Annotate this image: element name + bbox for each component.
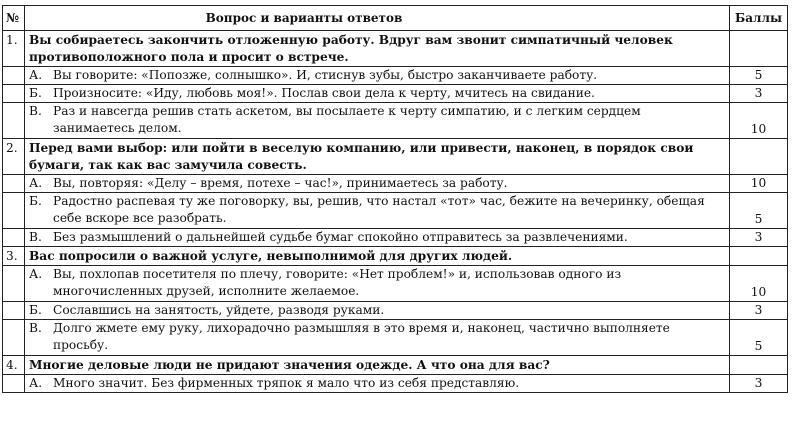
- answer-num-empty: [3, 193, 25, 229]
- answer-letter: А.: [29, 267, 43, 281]
- answer-cell: [25, 175, 730, 193]
- answer-points: 3: [730, 85, 788, 103]
- question-row: [3, 31, 788, 67]
- answer-letter: А.: [29, 376, 43, 390]
- answer-points: 3: [730, 302, 788, 320]
- answer-row: [3, 375, 788, 393]
- answer-text: Радостно распевая ту же поговорку, вы, решив, что настал «тот» час, бежите на вечеринку, обещая себе вскоре все разобрать.: [53, 194, 705, 225]
- answer-text: Без размышлений о дальнейшей судьбе бумаг спокойно отправитесь за развлечениями.: [53, 230, 628, 244]
- answer-letter: Б.: [29, 303, 42, 317]
- header-row: [3, 6, 788, 31]
- answer-points: 10: [730, 103, 788, 139]
- question-number: 3.: [3, 247, 25, 266]
- question-text: Перед вами выбор: или пойти в веселую компанию, или привести, наконец, в порядок свои бумаги, так как вас замучила совесть.: [25, 139, 730, 175]
- answer-points: 10: [730, 266, 788, 302]
- answer-letter: Б.: [29, 194, 42, 208]
- header-num: №: [3, 6, 25, 31]
- answer-points: 5: [730, 320, 788, 356]
- answer-num-empty: [3, 85, 25, 103]
- question-points-empty: [730, 31, 788, 67]
- answer-letter: А.: [29, 176, 43, 190]
- answer-row: [3, 85, 788, 103]
- answer-row: [3, 175, 788, 193]
- answer-row: [3, 193, 788, 229]
- answer-cell: [25, 320, 730, 356]
- answer-row: [3, 67, 788, 85]
- question-row: [3, 356, 788, 375]
- question-number: 4.: [3, 356, 25, 375]
- question-row: [3, 139, 788, 175]
- question-points-empty: [730, 356, 788, 375]
- answer-letter: В.: [29, 230, 42, 244]
- header-points: Баллы: [730, 6, 788, 31]
- answer-text: Сославшись на занятость, уйдете, разводя руками.: [53, 303, 385, 317]
- answer-row: [3, 229, 788, 247]
- answer-text: Произносите: «Иду, любовь моя!». Послав свои дела к черту, мчитесь на свидание.: [53, 86, 595, 100]
- answer-num-empty: [3, 175, 25, 193]
- answer-num-empty: [3, 229, 25, 247]
- question-number: 1.: [3, 31, 25, 67]
- question-text: Многие деловые люди не придают значения одежде. А что она для вас?: [25, 356, 730, 375]
- answer-points: 10: [730, 175, 788, 193]
- answer-cell: [25, 229, 730, 247]
- answer-points: 5: [730, 67, 788, 85]
- answer-cell: [25, 85, 730, 103]
- answer-row: [3, 103, 788, 139]
- answer-cell: [25, 266, 730, 302]
- questionnaire-table: [2, 5, 788, 393]
- answer-text: Вы говорите: «Попозже, солнышко». И, стиснув зубы, быстро заканчиваете работу.: [53, 68, 598, 82]
- answer-row: [3, 266, 788, 302]
- header-question: Вопрос и варианты ответов: [25, 6, 730, 31]
- answer-points: 3: [730, 375, 788, 393]
- answer-num-empty: [3, 375, 25, 393]
- answer-text: Вы, повторяя: «Делу – время, потехе – час!», принимаетесь за работу.: [53, 176, 508, 190]
- question-points-empty: [730, 247, 788, 266]
- question-points-empty: [730, 139, 788, 175]
- answer-points: 3: [730, 229, 788, 247]
- question-text: Вы собираетесь закончить отложенную работу. Вдруг вам звонит симпатичный человек противоположного пола и просит о встрече.: [25, 31, 730, 67]
- answer-text: Долго жмете ему руку, лихорадочно размышляя в это время и, наконец, частично выполняете просьбу.: [53, 321, 670, 352]
- answer-text: Раз и навсегда решив стать аскетом, вы посылаете к черту симпатию, и с легким сердцем занимаетесь делом.: [53, 104, 641, 135]
- answer-letter: В.: [29, 104, 42, 118]
- answer-num-empty: [3, 320, 25, 356]
- question-row: [3, 247, 788, 266]
- answer-cell: [25, 375, 730, 393]
- answer-letter: А.: [29, 68, 43, 82]
- answer-row: [3, 302, 788, 320]
- question-number: 2.: [3, 139, 25, 175]
- answer-row: [3, 320, 788, 356]
- question-text: Вас попросили о важной услуге, невыполнимой для других людей.: [25, 247, 730, 266]
- answer-letter: В.: [29, 321, 42, 335]
- answer-text: Вы, похлопав посетителя по плечу, говорите: «Нет проблем!» и, использовав одного из многочисленных друзей, исполните желаемое.: [53, 267, 622, 298]
- answer-num-empty: [3, 103, 25, 139]
- answer-cell: [25, 67, 730, 85]
- answer-text: Много значит. Без фирменных тряпок я мало что из себя представляю.: [53, 376, 520, 390]
- answer-points: 5: [730, 193, 788, 229]
- answer-num-empty: [3, 67, 25, 85]
- answer-cell: [25, 302, 730, 320]
- answer-num-empty: [3, 266, 25, 302]
- answer-cell: [25, 193, 730, 229]
- answer-num-empty: [3, 302, 25, 320]
- answer-cell: [25, 103, 730, 139]
- answer-letter: Б.: [29, 86, 42, 100]
